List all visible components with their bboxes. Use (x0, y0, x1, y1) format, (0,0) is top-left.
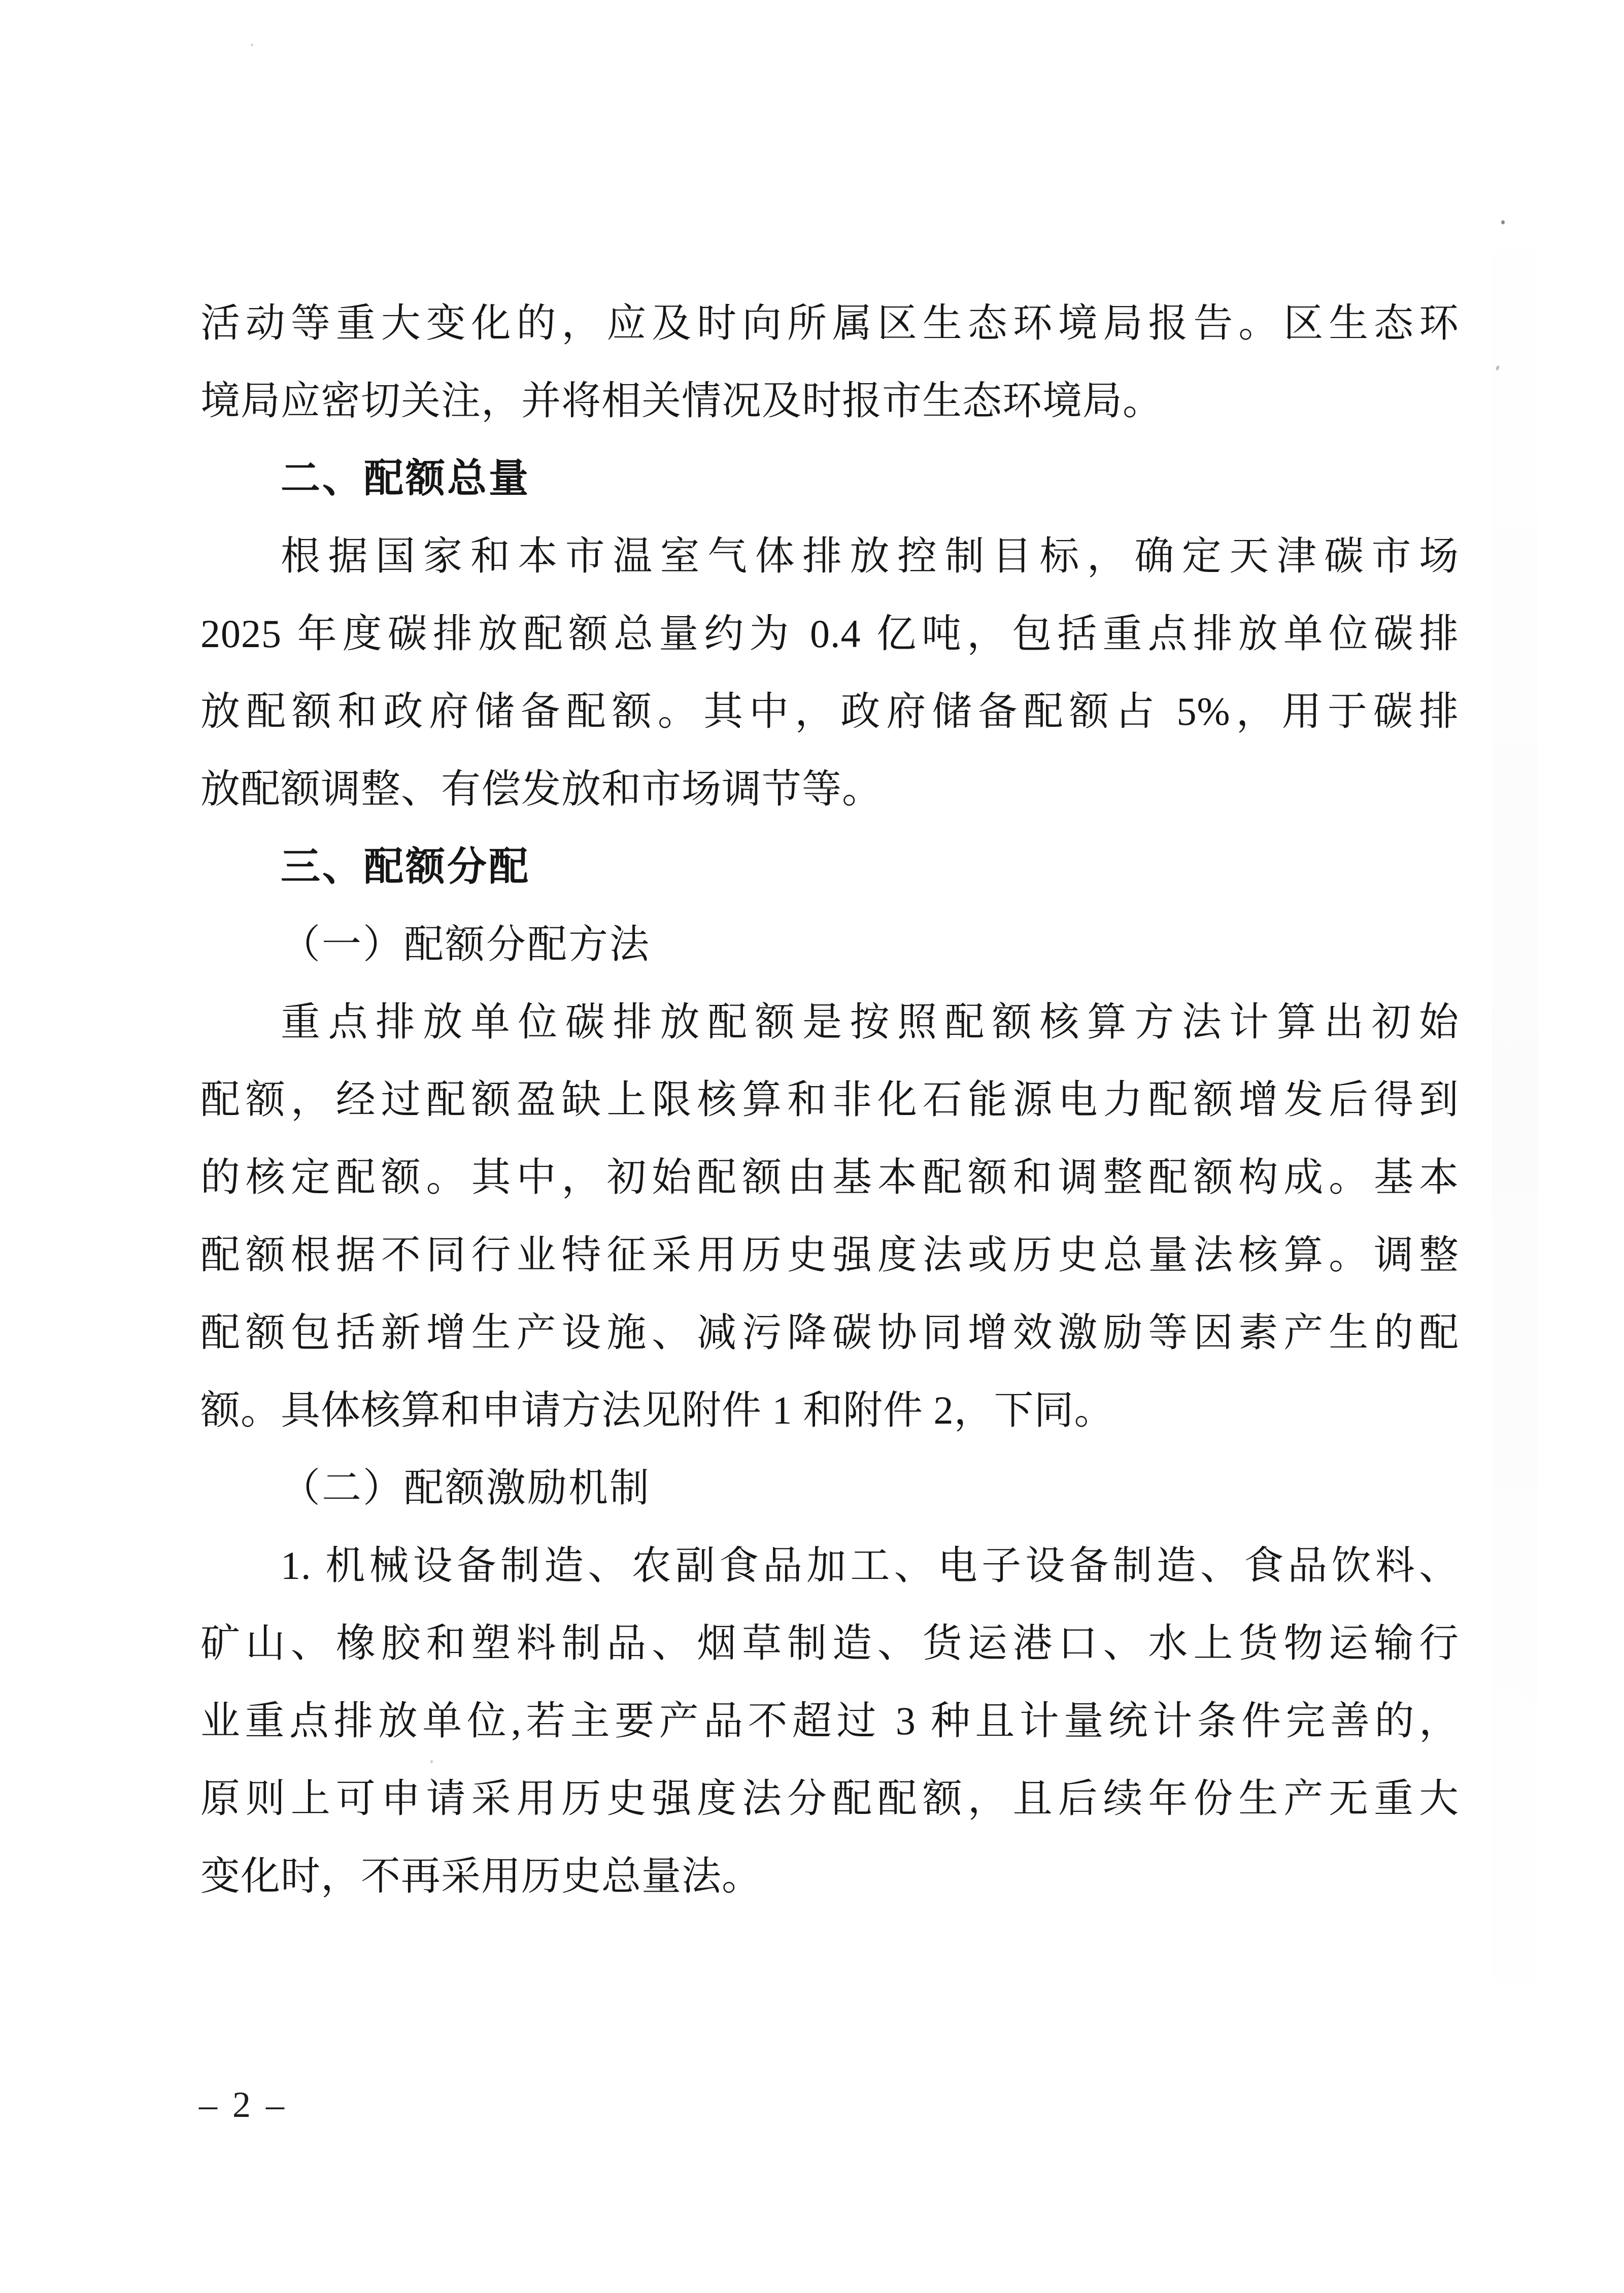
body-line: 配额，经过配额盈缺上限核算和非化石能源电力配额增发后得到 (200, 1077, 1459, 1122)
body-line: 矿山、橡胶和塑料制品、烟草制造、货运港口、水上货物运输行 (200, 1621, 1459, 1665)
body-line: 配额根据不同行业特征采用历史强度法或历史总量法核算。调整 (200, 1233, 1459, 1277)
body-line: 放配额和政府储备配额。其中，政府储备配额占 5%，用于碳排 (200, 689, 1459, 733)
body-line: 2025 年度碳排放配额总量约为 0.4 亿吨，包括重点排放单位碳排 (200, 612, 1459, 656)
page-number: – 2 – (199, 2084, 287, 2125)
body-line: 变化时，不再采用历史总量法。 (200, 1854, 762, 1898)
document-body (200, 284, 1459, 1915)
body-line: 配额包括新增生产设施、减污降碳协同增效激励等因素产生的配 (200, 1310, 1459, 1355)
body-line: 根据国家和本市温室气体排放控制目标，确定天津碳市场 (281, 534, 1459, 578)
body-line: 原则上可申请采用历史强度法分配配额，且后续年份生产无重大 (200, 1776, 1459, 1820)
subsection-heading-incentive-mechanism: （二）配额激励机制 (281, 1466, 651, 1510)
subsection-heading-allocation-method: （一）配额分配方法 (281, 922, 651, 966)
scan-speck (251, 44, 253, 46)
scan-speck (1501, 220, 1505, 224)
body-line: 业重点排放单位,若主要产品不超过 3 种且计量统计条件完善的， (200, 1699, 1459, 1743)
body-line: 1. 机械设备制造、农副食品加工、电子设备制造、食品饮料、 (281, 1543, 1459, 1588)
scan-speck (1495, 365, 1500, 370)
body-line: 放配额调整、有偿发放和市场调节等。 (200, 767, 883, 811)
body-line: 境局应密切关注，并将相关情况及时报市生态环境局。 (200, 379, 1163, 423)
section-heading-quota-total: 二、配额总量 (281, 456, 531, 500)
body-line: 额。具体核算和申请方法见附件 1 和附件 2，下同。 (200, 1388, 1114, 1432)
section-heading-quota-allocation: 三、配额分配 (281, 844, 531, 889)
body-line: 活动等重大变化的，应及时向所属区生态环境局报告。区生态环 (200, 301, 1459, 345)
body-line: 的核定配额。其中，初始配额由基本配额和调整配额构成。基本 (200, 1155, 1459, 1199)
body-line: 重点排放单位碳排放配额是按照配额核算方法计算出初始 (281, 1000, 1459, 1044)
